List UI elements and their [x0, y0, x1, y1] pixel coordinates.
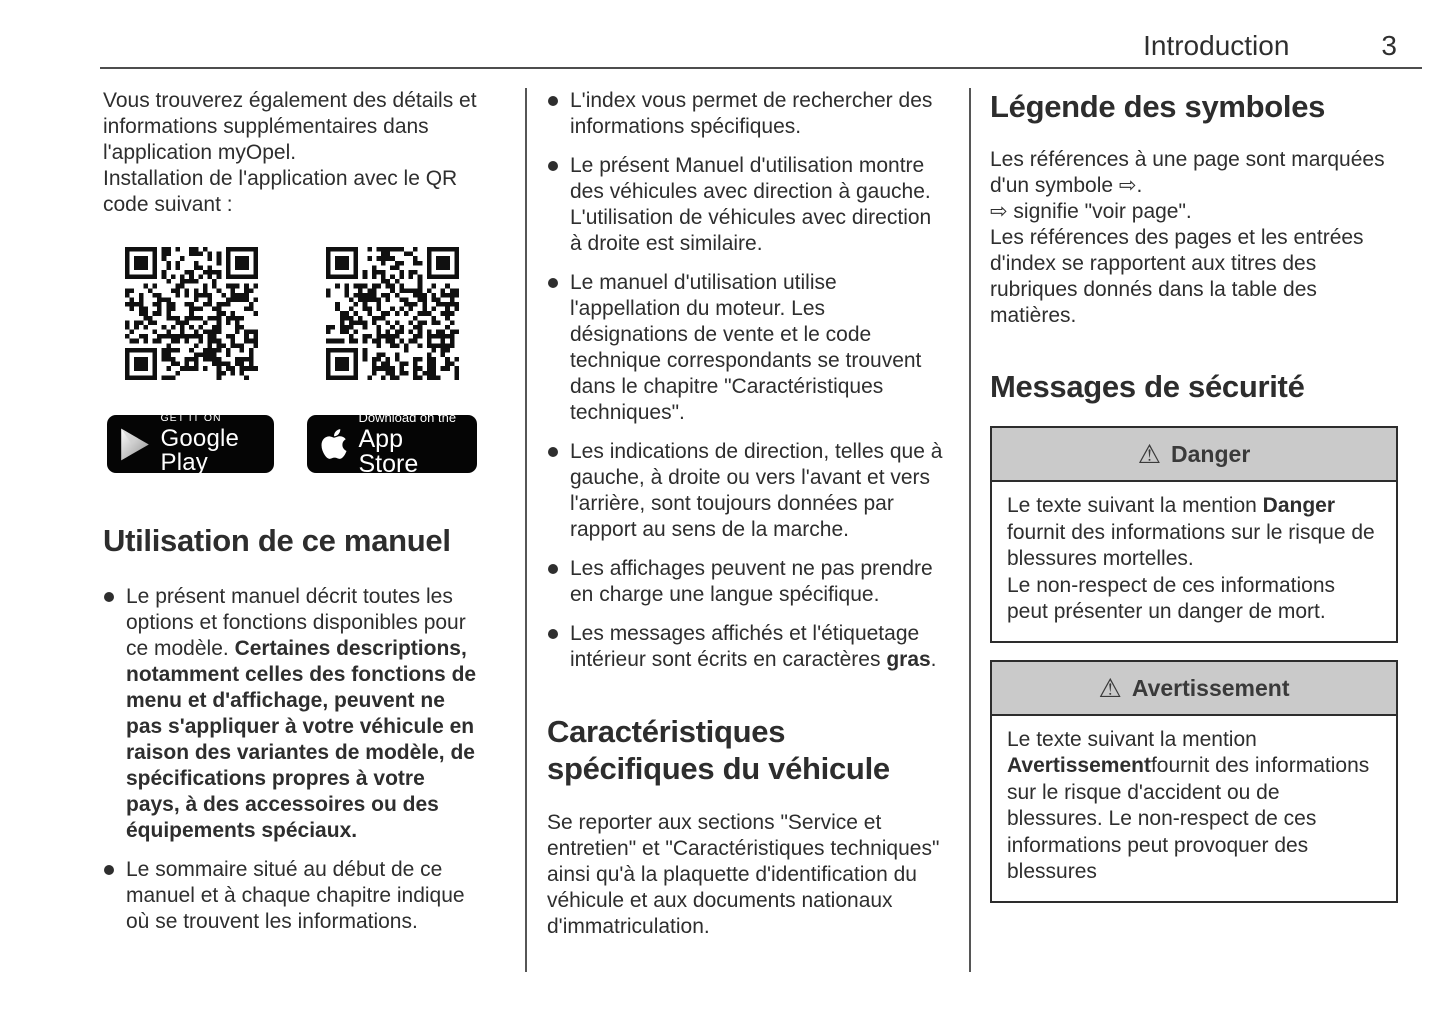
danger-box: [990, 426, 1398, 643]
list-item: [103, 584, 480, 844]
bullet-text: Le présent Manuel d'utilisation montre des véhicules avec direction à gauche. L'utilisation de véhicules avec direction à droite est similaire.: [570, 154, 932, 255]
google-play-badge-labels: [161, 413, 261, 476]
apple-logo-icon: [320, 427, 348, 461]
warning-box: [990, 660, 1398, 903]
google-play-badge: [107, 411, 274, 477]
legend-line: ⇨ signifie "voir page".: [990, 200, 1192, 223]
app-store-badge-labels: [359, 411, 464, 477]
header-rule: [100, 67, 1422, 69]
danger-text: fournit des informations sur le risque de blessures mortelles.: [1007, 520, 1375, 570]
play-triangle-icon: [120, 428, 150, 461]
list-item: [547, 88, 944, 140]
warning-box-header: [992, 662, 1396, 716]
page-header: [100, 30, 1397, 62]
content-columns: [103, 88, 1398, 972]
list-item: [547, 439, 944, 543]
bullet-text: Le sommaire situé au début de ce manuel et à chaque chapitre indique où se trouvent les informations.: [126, 858, 465, 933]
qr-code-app-store: [326, 247, 459, 380]
list-item: [547, 621, 944, 673]
google-play-store-name: Google Play: [160, 425, 240, 477]
symbol-legend-heading: Légende des symboles: [990, 89, 1326, 124]
column-divider: [969, 88, 971, 972]
bullet-text: .: [930, 648, 937, 671]
safety-messages-heading: Messages de sécurité: [990, 369, 1305, 404]
danger-box-text-line2: Le non-respect de ces informations peut présenter un danger de mort.: [1007, 573, 1336, 623]
vehicle-specifics-paragraph: Se reporter aux sections "Service et entretien" et "Caractéristiques techniques" ainsi qu'à la plaquette d'identification du véhicule et aux documents nationaux d'immatriculation.: [547, 811, 940, 938]
column-2: [547, 88, 944, 940]
warning-box-title: Avertissement: [1131, 674, 1290, 701]
app-store-badge: [307, 410, 477, 478]
warning-text: Le texte suivant la mention: [1007, 727, 1257, 751]
store-badge-row: [103, 410, 480, 478]
page-number: 3: [1381, 30, 1397, 61]
danger-box-header: [992, 428, 1396, 482]
warning-box-text: [1007, 727, 1381, 886]
danger-box-body: [992, 482, 1396, 641]
danger-text: Le texte suivant la mention: [1007, 494, 1263, 517]
bullet-text-bold: Certaines descriptions, notamment celles des fonctions de menu et d'affichage, peuvent ne pas s'appliquer à votre véhicule en raison des variantes de modèle, de spécifications propres à votre pays, à des accessoires ou des équipements spéciaux.: [126, 637, 477, 842]
app-store-store-name: App Store: [358, 425, 419, 478]
bullet-text: Le manuel d'utilisation utilise l'appellation du moteur. Les désignations de vente et le code technique correspondants se trouvent dans le chapitre "Caractéristiques techniques".: [570, 271, 922, 424]
bullet-text: Le présent manuel décrit toutes les options et fonctions disponibles pour ce modèle.: [126, 585, 466, 660]
warning-text-bold: Avertissement: [1007, 754, 1151, 777]
legend-line: Les références des pages et les entrées d'index se rapportent aux titres des rubriques donnés dans la table des matières.: [990, 226, 1364, 327]
bullet-text: Les messages affichés et l'étiquetage intérieur sont écrits en caractères: [570, 622, 920, 671]
intro-paragraph: Vous trouverez également des détails et informations supplémentaires dans l'application myOpel.: [103, 89, 477, 164]
usage-bullet-list: [103, 584, 480, 935]
list-item: [547, 153, 944, 257]
bullet-text-bold: gras: [886, 648, 931, 671]
app-store-tagline: Download on the: [358, 410, 457, 425]
qr-code-row: [103, 247, 480, 380]
bullet-text: L'index vous permet de rechercher des informations spécifiques.: [570, 89, 933, 138]
warning-triangle-icon: ⚠: [1098, 672, 1122, 703]
danger-text-bold: Danger: [1262, 494, 1336, 517]
column-divider: [525, 88, 527, 972]
danger-box-text: [1007, 493, 1381, 573]
warning-text: fournit des informations sur le risque d'accident ou de blessures. Le non-respect de ces informations peut provoquer des blessures: [1007, 754, 1370, 883]
google-play-tagline: GET IT ON: [160, 411, 222, 424]
bullet-text: Les indications de direction, telles que à gauche, à droite ou vers l'avant et vers l'arrière, sont toujours données par rapport au sens de la marche.: [570, 440, 943, 541]
manual-notes-bullet-list: [547, 88, 944, 673]
warning-triangle-icon: ⚠: [1137, 439, 1162, 469]
list-item: [547, 270, 944, 426]
qr-instruction-paragraph: Installation de l'application avec le QR code suivant :: [103, 167, 458, 216]
column-3: [990, 88, 1398, 920]
list-item: [547, 556, 944, 608]
usage-section-heading: Utilisation de ce manuel: [103, 523, 451, 558]
warning-box-body: [992, 716, 1396, 901]
column-1: [103, 88, 480, 935]
list-item: [103, 857, 480, 935]
qr-code-google-play: [125, 247, 258, 380]
legend-line: Les références à une page sont marquées d'un symbole ⇨.: [990, 148, 1385, 197]
vehicle-specifics-heading: Caractéristiques spécifiques du véhicule: [547, 714, 890, 786]
danger-box-title: Danger: [1171, 441, 1251, 467]
bullet-text: Les affichages peuvent ne pas prendre en charge une langue spécifique.: [570, 557, 933, 606]
page-header-title: Introduction: [1143, 30, 1290, 61]
